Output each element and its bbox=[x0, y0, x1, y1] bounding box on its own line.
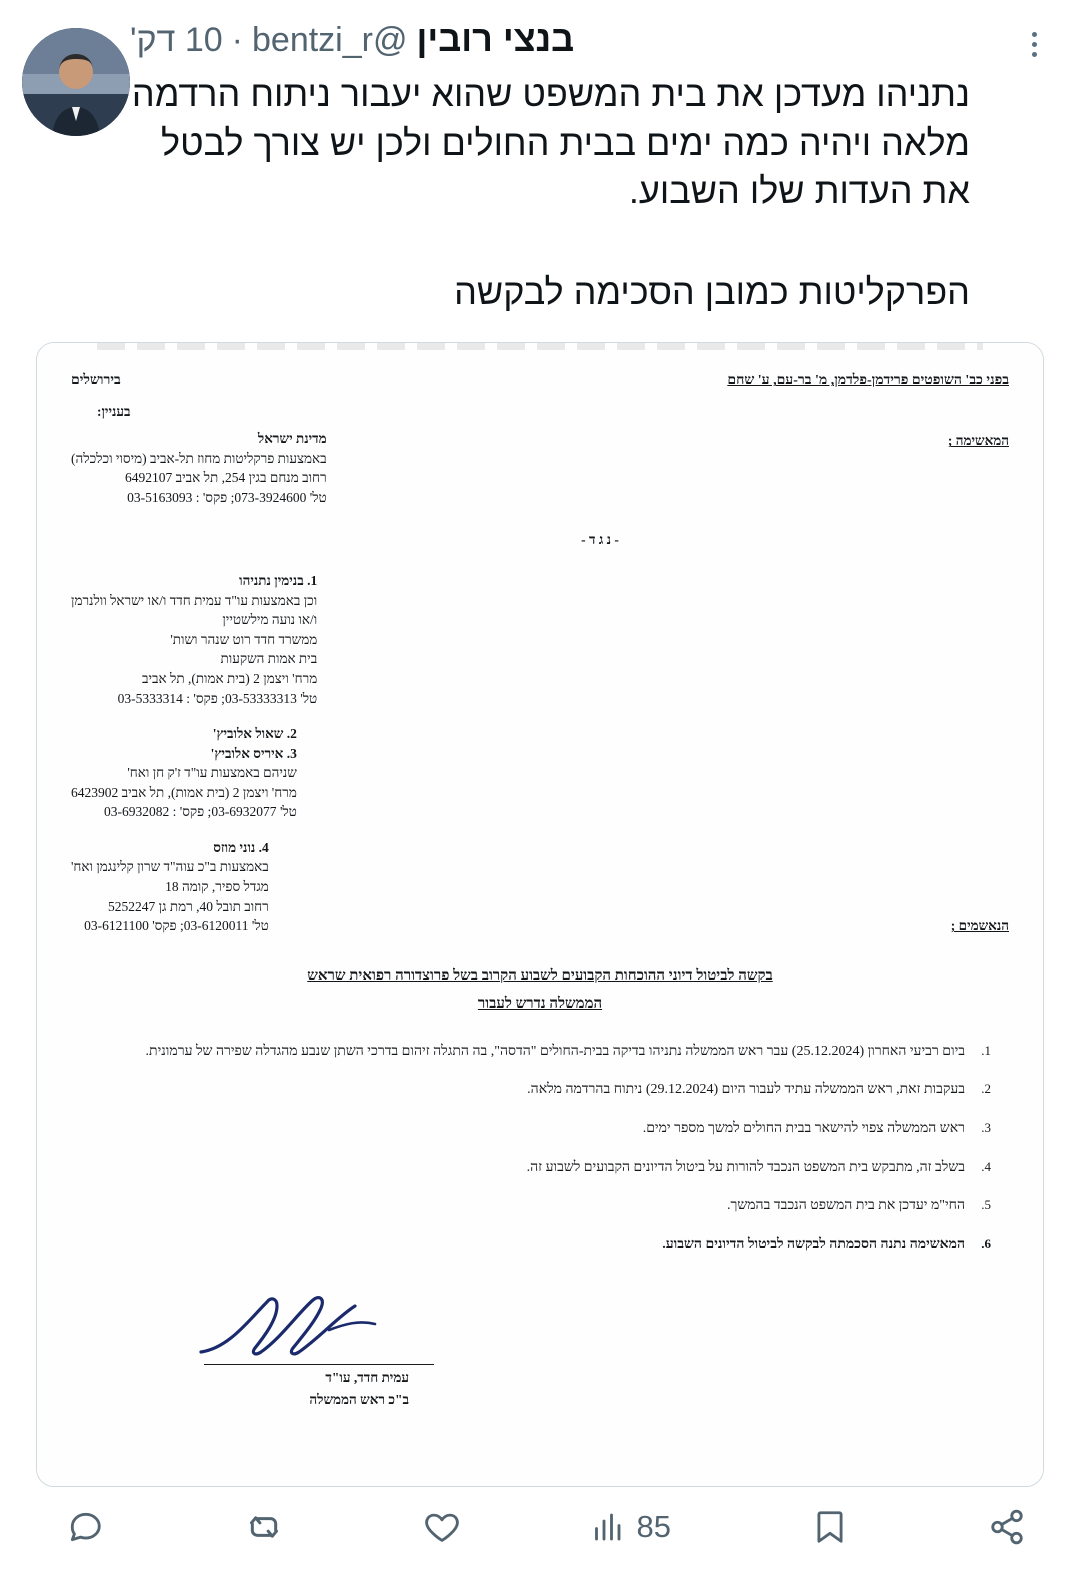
plaintiff-row bbox=[71, 429, 1009, 507]
defendant-1-line-2: ו/או נועה מילשטיין bbox=[222, 612, 318, 628]
document-title-line-2: הממשלה נדרש לעבור bbox=[477, 996, 603, 1013]
attached-document-image[interactable] bbox=[36, 342, 1044, 1487]
defendant-4-line-2: מגדל ספיר, קומה 18 bbox=[165, 879, 269, 895]
document-clause-list bbox=[81, 1041, 991, 1256]
defendants-role-label: הנאשמים ; bbox=[950, 918, 1009, 934]
clause-item: בשלב זה, מתבקש בית המשפט הנכבד להורות על ביטול הדיונים הקבועים לשבוע זה. bbox=[526, 1159, 965, 1175]
defendant-1-line-5: מרח' ויצמן 2 (בית אמות), תל אביב bbox=[142, 670, 318, 686]
plaintiff-role-label: המאשימה ; bbox=[947, 433, 1009, 449]
defendant-1-row bbox=[71, 571, 1009, 708]
defendant-4-row bbox=[71, 838, 1009, 936]
defendant-4-details bbox=[71, 838, 269, 936]
defendant-3-name: 3. איריס אלוביץ' bbox=[210, 745, 297, 761]
plaintiff-line-3: טל' 073-3924600; פקס' : 03-5163093 bbox=[127, 490, 327, 506]
retweet-button[interactable] bbox=[232, 1507, 284, 1547]
clause-item: בעקבות זאת, ראש הממשלה עתיד לעבור היום (29.12.2024) ניתוח בהרדמה מלאה. bbox=[527, 1082, 965, 1098]
timestamp[interactable]: 10 דק' bbox=[130, 21, 223, 59]
defendant-1-details bbox=[71, 571, 317, 708]
share-icon bbox=[988, 1508, 1026, 1546]
heart-icon bbox=[423, 1508, 461, 1546]
defendant-4-line-3: רחוב תובל 40, רמת גן 5252247 bbox=[107, 898, 269, 914]
defendant-2-line-2: מרח' ויצמן 2 (בית אמות), תל אביב 6423902 bbox=[71, 784, 297, 800]
document-top-artifact bbox=[97, 343, 983, 350]
versus-marker: - נ ג ד - bbox=[581, 531, 619, 547]
author-line bbox=[130, 18, 574, 60]
defendant-2-line-1: שניהם באמצעות עו"ד ז'ק חן ואח' bbox=[127, 765, 297, 781]
defendant-1-line-3: ממשרד חדד רוט שנהר ושות' bbox=[170, 631, 318, 647]
plaintiff-details bbox=[71, 429, 327, 507]
plaintiff-line-2: רחוב מנחם בגין 254, תל אביב 6492107 bbox=[125, 470, 327, 486]
views-button[interactable] bbox=[589, 1509, 671, 1545]
document-page bbox=[37, 343, 1043, 1486]
analytics-icon bbox=[589, 1509, 625, 1545]
reply-button[interactable] bbox=[54, 1508, 104, 1546]
document-title-line-1: בקשה לביטול דיוני ההוכחות הקבועים לשבוע הקרוב בשל פרוצדורה רפואית שראש bbox=[307, 967, 773, 984]
more-options-icon[interactable] bbox=[1014, 18, 1054, 57]
like-button[interactable] bbox=[411, 1508, 461, 1546]
document-subject-label: בעניין: bbox=[97, 403, 131, 419]
signature-block bbox=[71, 1290, 1009, 1430]
defendant-2-line-3: טל' 03-6932077; פקס' : 03-6932082 bbox=[104, 804, 297, 820]
defendant-2-name: 2. שאול אלוביץ' bbox=[212, 726, 297, 742]
clause-item: המאשימה נתנה הסכמתה לבקשה לביטול הדיונים השבוע. bbox=[662, 1237, 965, 1253]
defendant-1-line-6: טל' 03-53333313; פקס' : 03-5333314 bbox=[117, 690, 318, 706]
author-display-name[interactable]: בנצי רובין bbox=[416, 18, 575, 59]
defendant-2-details bbox=[71, 724, 297, 822]
tweet-header bbox=[0, 0, 1080, 316]
defendant-1-name: 1. בנימין נתניהו bbox=[239, 573, 318, 589]
views-count: 85 bbox=[636, 1508, 671, 1544]
tweet-text-paragraph-1: נתניהו מעדכן את בית המשפט שהוא יעבור ניתוח הרדמה מלאה ויהיה כמה ימים בבית החולים ולכן יש צורך לבטל את העדות שלו השבוע. bbox=[131, 73, 970, 212]
plaintiff-line-1: באמצעות פרקליטות מחוז תל-אביב (מיסוי וכלכלה) bbox=[71, 450, 327, 466]
defendant-4-line-1: באמצעות ב"כ עוה"ד שרון קלינגמן ואח' bbox=[71, 859, 269, 875]
clause-item: ביום רביעי האחרון (25.12.2024) עבר ראש הממשלה נתניהו בדיקה בבית-החולים "הדסה", בה התגלה זיהום בדרכי השתן שנבע מהגדלה שפירה של ערמונית. bbox=[145, 1043, 965, 1059]
avatar[interactable] bbox=[22, 28, 130, 136]
tweet-body bbox=[130, 18, 1014, 316]
bookmark-icon bbox=[811, 1508, 849, 1546]
defendant-2-row bbox=[71, 724, 1009, 822]
defendant-4-name: 4. נוני מוזס bbox=[213, 839, 269, 855]
clause-item: ראש הממשלה צפוי להישאר בבית החולים למשך מספר ימים. bbox=[642, 1121, 965, 1137]
defendant-1-line-4: בית אמות השקעות bbox=[220, 651, 318, 667]
tweet-actions-bar bbox=[0, 1487, 1080, 1584]
separator: · bbox=[231, 21, 243, 59]
defendant-4-line-4: טל' 03-6120011; פקס' 03-6121100 bbox=[84, 918, 269, 934]
retweet-icon bbox=[244, 1507, 284, 1547]
defendant-1-line-1: וכן באמצעות עו"ד עמית חדד ו/או ישראל וולנרמן bbox=[71, 592, 318, 608]
document-header-row bbox=[71, 371, 1009, 391]
signature-line bbox=[204, 1364, 434, 1365]
document-title bbox=[111, 962, 969, 1019]
clause-item: החי"מ יעדכן את בית המשפט הנכבד בהמשך. bbox=[726, 1198, 965, 1214]
bookmark-button[interactable] bbox=[799, 1508, 849, 1546]
document-before-judges: בפני כב' השופטים פרידמן-פלדמן, מ' בר-עם, ע' שחם bbox=[727, 373, 1009, 389]
share-button[interactable] bbox=[976, 1508, 1026, 1546]
plaintiff-name: מדינת ישראל bbox=[257, 431, 327, 447]
signature-role: ב"כ ראש הממשלה bbox=[309, 1391, 409, 1407]
tweet-text-paragraph-2: הפרקליטות כמובן הסכימה לבקשה bbox=[454, 270, 970, 312]
tweet-text bbox=[130, 70, 970, 316]
reply-icon bbox=[66, 1508, 104, 1546]
signature-icon bbox=[189, 1290, 449, 1370]
document-court-location: בירושלים bbox=[71, 373, 121, 389]
signature-name: עמית חדד, עו"ד bbox=[325, 1369, 409, 1385]
author-handle[interactable]: @bentzi_r bbox=[252, 21, 408, 59]
